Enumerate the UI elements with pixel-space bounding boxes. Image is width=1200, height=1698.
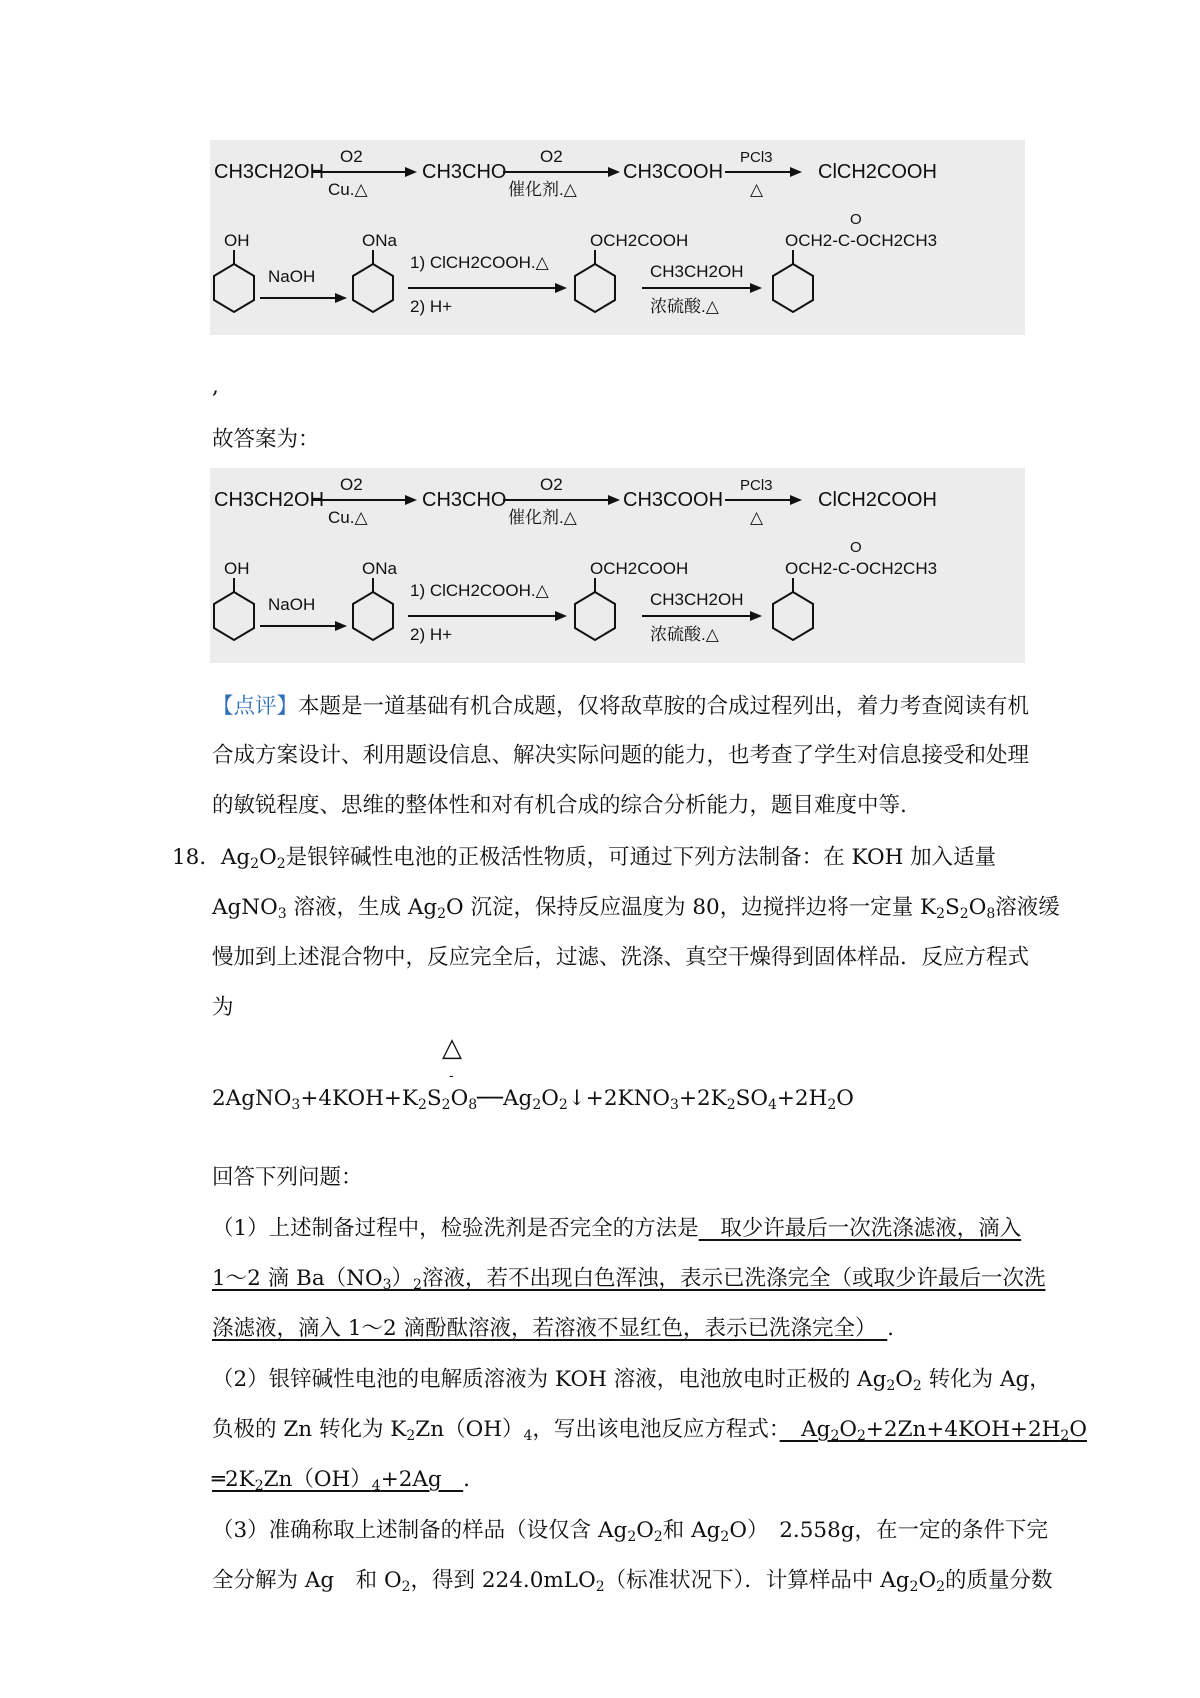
reagent-naoh: NaOH	[268, 267, 316, 286]
reagent-o2: O2	[340, 147, 363, 166]
part2-line-3: $═2K_2Zn(OH)_4+2Ag$ ．	[212, 1467, 485, 1494]
comment-line-1	[212, 692, 1029, 722]
comment-tag: 【点评】	[212, 694, 299, 719]
reagent-clch2cooh: 1) ClCH2COOH.△	[410, 253, 549, 272]
scheme-chloroacetic-acid: ClCH2COOH	[818, 161, 937, 183]
synthesis-scheme-image-answer	[210, 468, 1025, 663]
label-och2cooh: OCH2COOH	[590, 559, 689, 578]
reagent-h2so4: 浓硫酸.△	[650, 625, 719, 644]
reagent-ethanol: CH3CH2OH	[650, 590, 744, 609]
reagent-h-plus: 2) H+	[410, 297, 453, 316]
reagent-catalyst: 催化剂.△	[508, 508, 577, 527]
reagent-pcl3: PCl3	[740, 477, 773, 494]
benzene-ring-icon	[575, 264, 615, 312]
reagent-heat: △	[750, 508, 764, 527]
scheme-ethanol: CH3CH2OH	[214, 489, 325, 511]
comma: ,	[212, 374, 219, 399]
reagent-clch2cooh: 1) ClCH2COOH.△	[410, 581, 549, 600]
synthesis-scheme-image	[210, 140, 1025, 335]
reagent-h2so4: 浓硫酸.△	[650, 297, 719, 316]
reagent-o2-2: O2	[540, 475, 563, 494]
answer-blank: 取少许最后一次洗涤滤液，滴入	[698, 1216, 1022, 1241]
reagent-catalyst: 催化剂.△	[508, 180, 577, 199]
reagent-pcl3: PCl3	[740, 149, 773, 166]
label-oh: OH	[224, 559, 250, 578]
q18-line-3: 慢加到上述混合物中，反应完全后，过滤、洗涤、真空干燥得到固体样品．反应方程式	[212, 945, 1030, 970]
reagent-naoh: NaOH	[268, 595, 316, 614]
comment-line-3: 的敏锐程度、思维的整体性和对有机合成的综合分析能力，题目难度中等.	[212, 793, 907, 818]
label-ona: ONa	[362, 559, 397, 578]
q18-line-4: 为	[212, 995, 234, 1020]
synthesis-scheme-svg	[210, 140, 1025, 335]
question-number: 18．	[172, 845, 221, 870]
scheme-acetic-acid: CH3COOH	[623, 489, 724, 511]
q18-line-2: AgNO$_3$ 溶液，生成 $Ag_2O$ 沉淀，保持反应温度为 80，边搅拌边将一定量 $K_2S_2O_8$溶液缓	[212, 895, 1060, 922]
part1-line-1: （1）上述制备过程中，检验洗剂是否完全的方法是 取少许最后一次洗涤滤液，滴入	[212, 1216, 1022, 1241]
label-carbonyl-o: O	[850, 211, 862, 228]
scheme-acetic-acid: CH3COOH	[623, 161, 724, 183]
reagent-o2-2: O2	[540, 147, 563, 166]
label-ester: OCH2-C-OCH2CH3	[785, 559, 938, 578]
label-oh: OH	[224, 231, 250, 250]
scheme-ethanol: CH3CH2OH	[214, 161, 325, 183]
benzene-ring-icon	[214, 264, 254, 312]
reagent-heat: △	[750, 180, 764, 199]
equation-heat-symbol: △	[442, 1033, 462, 1063]
label-ester: OCH2-C-OCH2CH3	[785, 231, 938, 250]
answer-prompt: 回答下列问题：	[212, 1165, 363, 1190]
label-ona: ONa	[362, 231, 397, 250]
benzene-ring-icon	[353, 592, 393, 640]
synthesis-scheme-svg	[210, 468, 1025, 663]
reagent-cu: Cu.△	[328, 508, 368, 527]
reagent-cu: Cu.△	[328, 180, 368, 199]
part2-line-2: 负极的 Zn 转化为 $K_2Zn(OH)_4$，写出该电池反应方程式： $Ag_2O_2+2Zn+4KOH+2H_2O$	[212, 1417, 1087, 1444]
scheme-chloroacetic-acid: ClCH2COOH	[818, 489, 937, 511]
part3-line-2: 全分解为 Ag 和 $O_2$，得到 224.0mLO$_2$（标准状况下）．计算样品中 $Ag_2O_2$的质量分数	[212, 1568, 1053, 1595]
scheme-acetaldehyde: CH3CHO	[422, 489, 507, 511]
reagent-h-plus: 2) H+	[410, 625, 453, 644]
benzene-ring-icon	[575, 592, 615, 640]
q18-line-1: 18．$Ag_2O_2$是银锌碱性电池的正极活性物质，可通过下列方法制备：在 KOH 加入适量	[172, 845, 997, 872]
equation-dash: -	[449, 1068, 454, 1084]
reagent-ethanol: CH3CH2OH	[650, 262, 744, 281]
comment-line-2: 合成方案设计、利用题设信息、解决实际问题的能力，也考查了学生对信息接受和处理	[212, 743, 1030, 768]
benzene-ring-icon	[353, 264, 393, 312]
reagent-o2: O2	[340, 475, 363, 494]
answer-intro: 故答案为：	[212, 427, 320, 452]
label-och2cooh: OCH2COOH	[590, 231, 689, 250]
label-carbonyl-o: O	[850, 539, 862, 556]
chemical-equation: $2AgNO_3+4KOH+K_2S_2O_8──Ag_2O_2↓+2KNO_3+2K_2SO_4+2H_2O$	[212, 1086, 854, 1113]
part1-line-3: 涤滤液，滴入 1～2 滴酚酞溶液，若溶液不显红色，表示已洗涤完全） ．	[212, 1316, 909, 1341]
benzene-ring-icon	[773, 592, 813, 640]
benzene-ring-icon	[773, 264, 813, 312]
part3-line-1: （3）准确称取上述制备的样品（设仅含 $Ag_2O_2$和 $Ag_2O$） 2.558g，在一定的条件下完	[212, 1518, 1049, 1545]
scheme-acetaldehyde: CH3CHO	[422, 161, 507, 183]
part2-line-1: （2）银锌碱性电池的电解质溶液为 KOH 溶液，电池放电时正极的 $Ag_2O_2$ 转化为 Ag，	[212, 1367, 1051, 1394]
part1-line-2: 1～2 滴 $Ba(NO_3)_2$溶液，若不出现白色浑浊，表示已洗涤完全（或取少许最后一次洗	[212, 1266, 1046, 1293]
comment-text: 本题是一道基础有机合成题，仅将敌草胺的合成过程列出，着力考查阅读有机	[298, 694, 1030, 719]
benzene-ring-icon	[214, 592, 254, 640]
